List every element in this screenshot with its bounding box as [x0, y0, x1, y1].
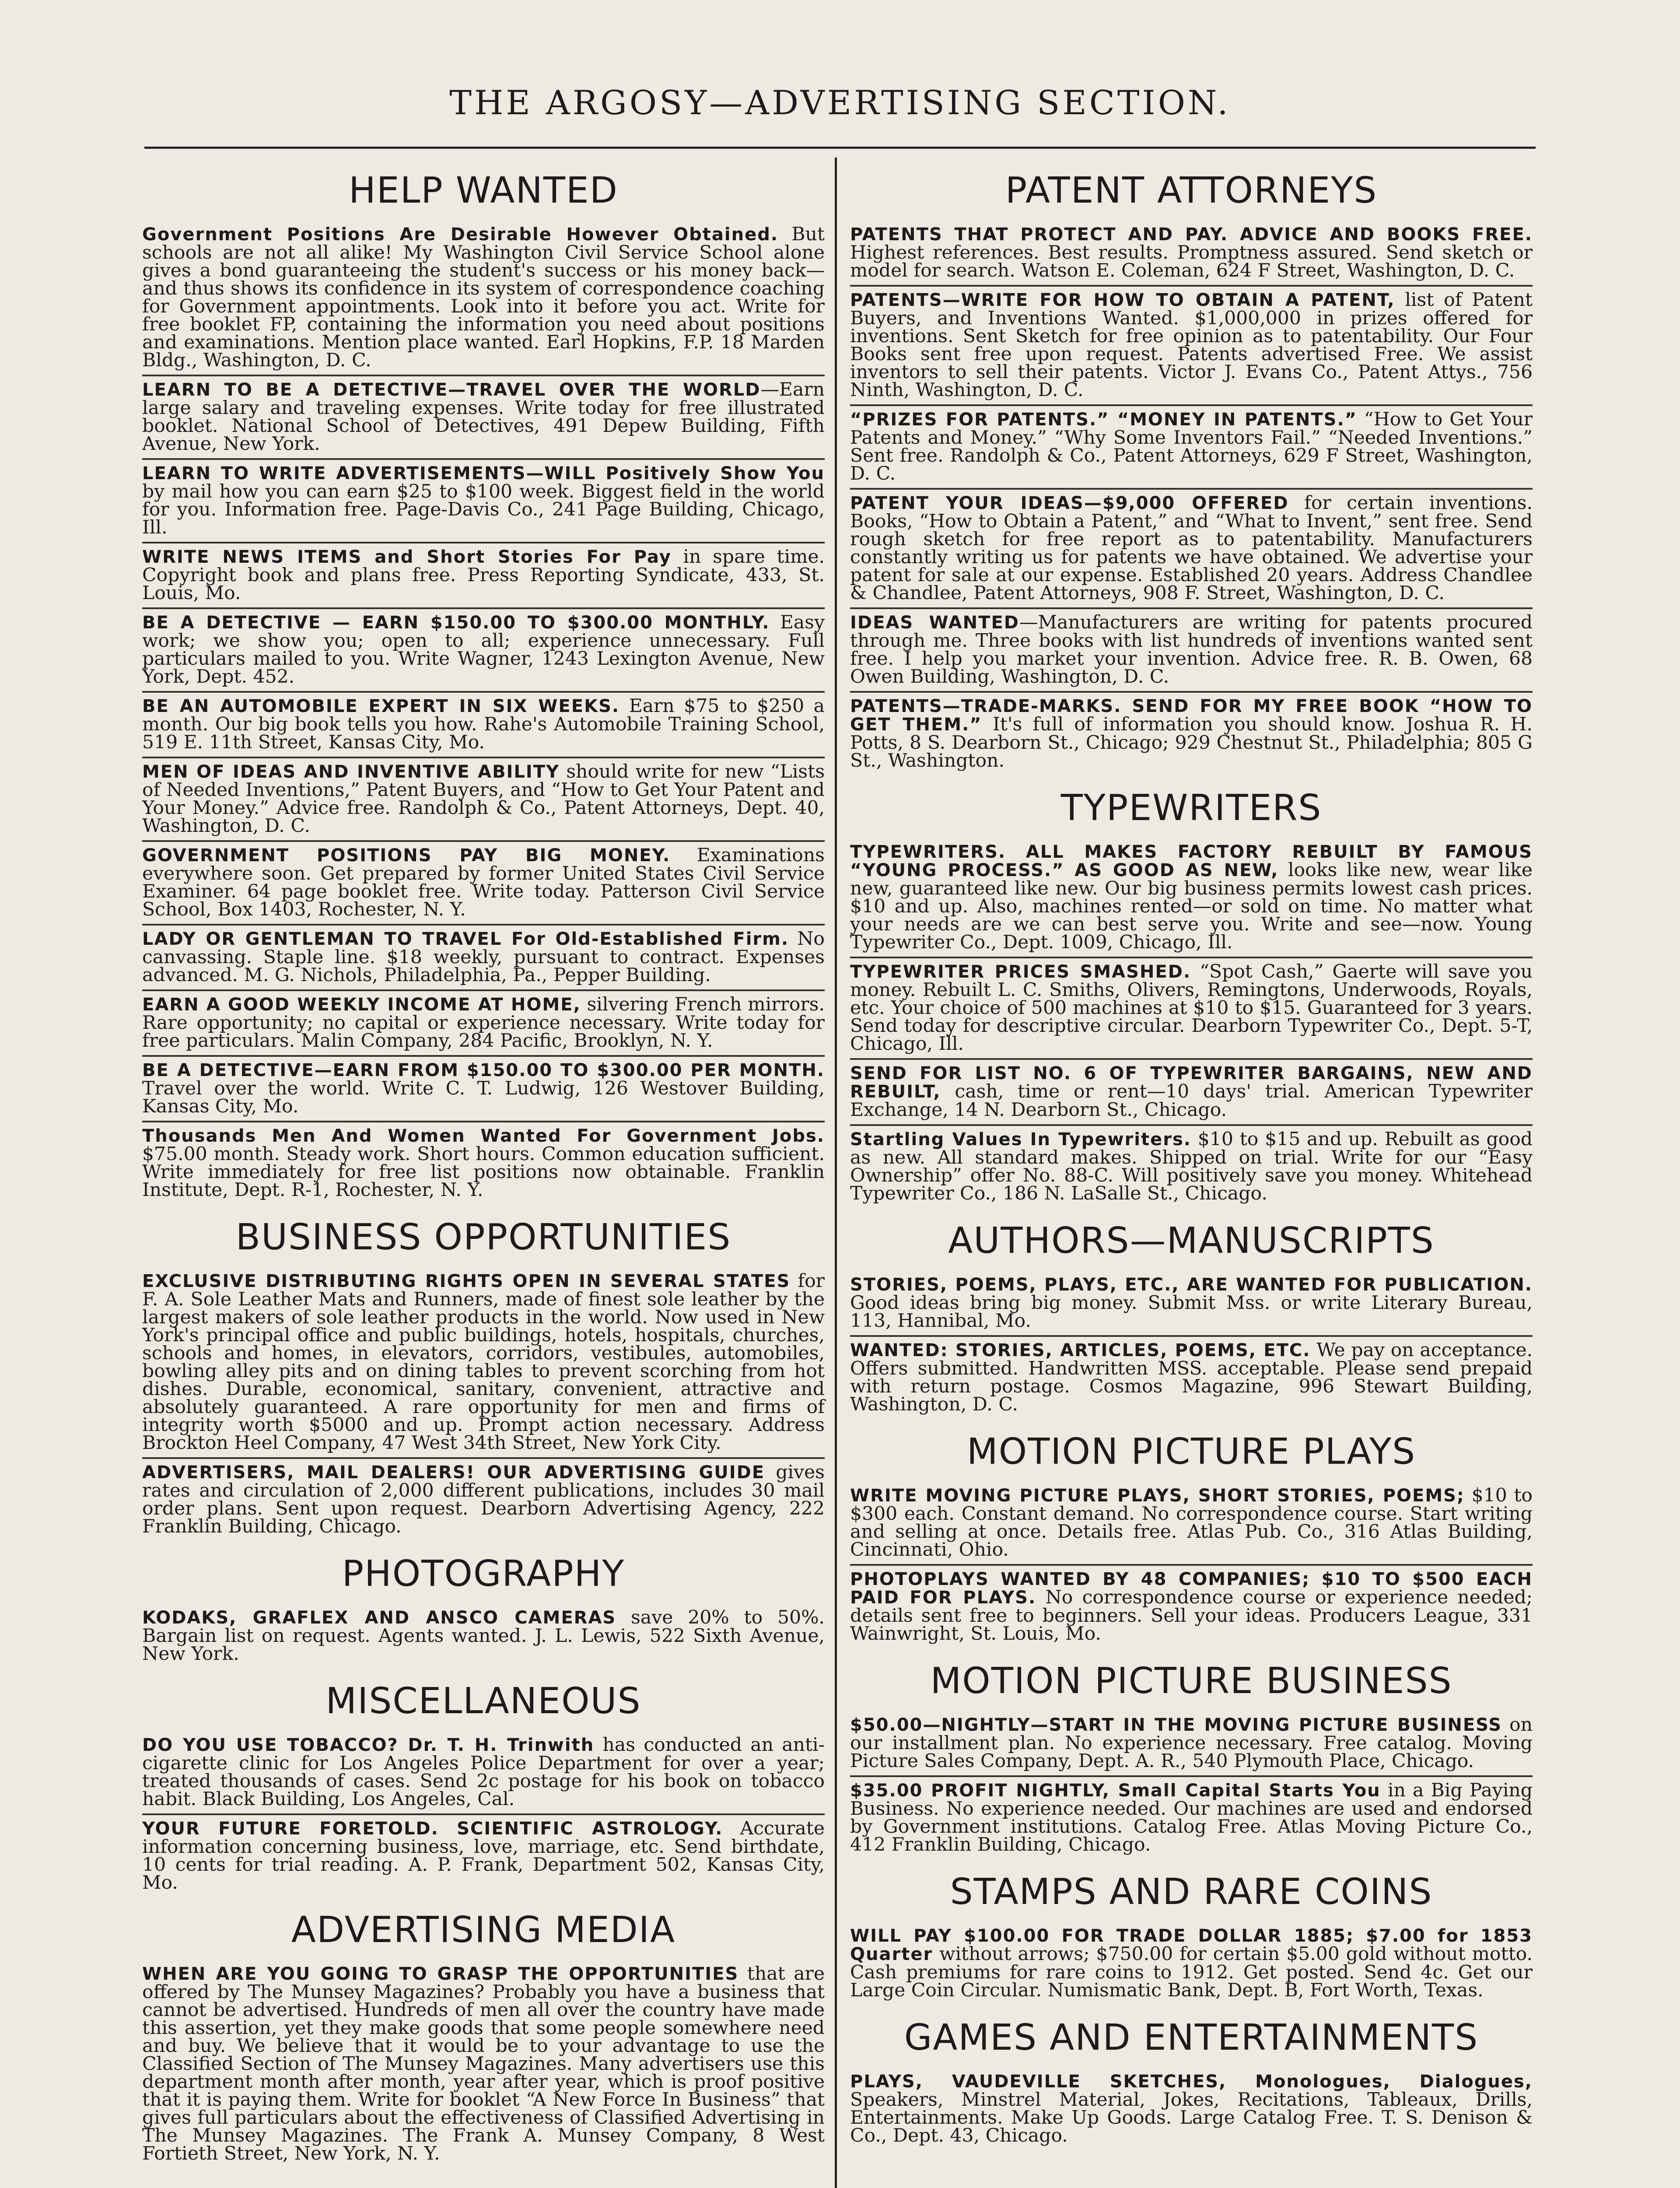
- classified-ad: [850, 1482, 1533, 1566]
- classified-ad: [850, 2068, 1533, 2150]
- ad-lead: PATENTS—WRITE FOR HOW TO OBTAIN A PATENT,: [850, 290, 1395, 310]
- ad-body: for certain inventions. Books, “How to Obtain a Patent,” and “What to Invent,” sent free. Send rough sketch for free report as to patentability. Manufacturers constantly writing us for patents we have obtained. We advertise your patent for sale at our expense. Established 20 years. Address Chandlee & Chandlee, Patent Attorneys, 908 F. Street, Washington, D. C.: [850, 492, 1533, 604]
- classified-ad: [142, 376, 825, 460]
- section-heading: MOTION PICTURE PLAYS: [966, 1431, 1416, 1473]
- ad-list: [850, 1271, 1533, 1419]
- classified-ad: [850, 1337, 1533, 1419]
- ad-section: [850, 2017, 1533, 2150]
- ad-section: [142, 1680, 825, 1897]
- ad-body: in a Big Paying Business. No experience needed. Our machines are used and endorsed by Government institutions. Catalog Free. Atlas Moving Picture Co., 412 Franklin Building, Chicago.: [850, 1780, 1533, 1855]
- ad-list: [142, 1604, 825, 1668]
- ad-lead: TYPEWRITERS. ALL MAKES FACTORY REBUILT BY FAMOUS “YOUNG PROCESS.” AS GOOD AS NEW,: [850, 842, 1533, 880]
- ad-lead: EARN A GOOD WEEKLY INCOME AT HOME,: [142, 995, 581, 1015]
- ad-body: on our installment plan. No experience necessary. Free catalog. Moving Picture Sales Company, Dept. A. R., 540 Plymouth Place, Chicago.: [850, 1714, 1533, 1772]
- ad-body: Speakers, Minstrel Material, Jokes, Recitations, Tableaux, Drills, Entertainments. Make Up Goods. Large Catalog Free. T. S. Denison & Co., Dept. 43, Chicago.: [850, 2089, 1533, 2146]
- section-heading: STAMPS AND RARE COINS: [950, 1871, 1433, 1913]
- classified-ad: [142, 1604, 825, 1668]
- ad-body: list of Patent Buyers, and Inventions Wanted. $1,000,000 in prizes offered for inventions. Sent Sketch for free opinion as to patentability. Our Four Books sent free upon request. Patents advertised Free. We assist inventors to sell their patents. Victor J. Evans Co., Patent Attys., 756 Ninth, Washington, D. C.: [850, 289, 1533, 401]
- classified-ad: [142, 693, 825, 758]
- ad-lead: WANTED: STORIES, ARTICLES, POEMS, ETC.: [850, 1340, 1311, 1360]
- classified-ad: [142, 991, 825, 1057]
- ad-list: [850, 221, 1533, 775]
- ad-body: looks like new, wear like new, guaranteed like new. Our big business permits lowest cash prices. $10 and up. Also, machines rented—or sold on time. No matter what your needs are we can best serve you. Write and see—now. Young Typewriter Co., Dept. 1009, Chicago, Ill.: [850, 859, 1533, 953]
- classified-ad: [142, 1459, 825, 1541]
- section-heading: TYPEWRITERS: [1060, 787, 1322, 829]
- ad-lead: WRITE NEWS ITEMS and Short Stories For Pay: [142, 547, 672, 567]
- classified-ad: [850, 1777, 1533, 1859]
- ad-lead: Startling Values In Typewriters.: [850, 1129, 1191, 1150]
- ad-lead: EXCLUSIVE DISTRIBUTING RIGHTS OPEN IN SEVERAL STATES: [142, 1271, 791, 1291]
- classified-ad: [850, 1060, 1533, 1126]
- section-heading: GAMES AND ENTERTAINMENTS: [904, 2017, 1479, 2058]
- section-heading: PHOTOGRAPHY: [342, 1553, 625, 1595]
- section-heading: BUSINESS OPPORTUNITIES: [235, 1217, 732, 1258]
- ad-lead: PHOTOPLAYS WANTED BY 48 COMPANIES; $10 TO $500 EACH PAID FOR PLAYS.: [850, 1569, 1533, 1608]
- classified-ad: [142, 221, 825, 376]
- ad-body: $10 to $300 each. Constant demand. No correspondence course. Start writing and selling at once. Details free. Atlas Pub. Co., 316 Atlas Building, Cincinnati, Ohio.: [850, 1485, 1533, 1560]
- ad-lead: BE A DETECTIVE — EARN $150.00 TO $300.00 MONTHLY.: [142, 613, 770, 633]
- ad-body: No correspondence course or experience needed; details sent free to beginners. Sell your ideas. Producers League, 331 Wainwright, St. Louis, Mo.: [850, 1587, 1533, 1645]
- classified-ad: [850, 609, 1533, 693]
- ad-lead: DO YOU USE TOBACCO? Dr. T. H. Trinwith: [142, 1735, 595, 1755]
- ad-section: [850, 1431, 1533, 1648]
- classified-ad: [142, 1732, 825, 1815]
- ad-list: [850, 1922, 1533, 2005]
- ad-list: [142, 221, 825, 1204]
- left-column: [142, 158, 825, 2168]
- ad-section: [850, 787, 1533, 1208]
- ad-list: [142, 1960, 825, 2168]
- classified-ad: [850, 490, 1533, 609]
- ad-section: [850, 1660, 1533, 1859]
- ad-body: But schools are not all alike! My Washington Civil Service School alone gives a bond guaranteeing the student's success or his money back—and thus shows its confidence in its system of correspondence coaching for Government appointments. Look into it before you act. Write for free booklet FP, containing the information you need about positions and examinations. Mention place wanted. Earl Hopkins, F.P. 18 Marden Bldg., Washington, D. C.: [142, 224, 825, 371]
- ad-lead: PATENTS THAT PROTECT AND PAY. ADVICE AND BOOKS FREE.: [850, 224, 1533, 245]
- ad-lead: PATENT YOUR IDEAS—$9,000 OFFERED: [850, 493, 1289, 513]
- ad-lead: TYPEWRITER PRICES SMASHED.: [850, 962, 1191, 982]
- classified-ad: [142, 543, 825, 609]
- ad-section: [142, 1909, 825, 2168]
- section-heading: AUTHORS—MANUSCRIPTS: [948, 1220, 1435, 1262]
- ad-lead: BE AN AUTOMOBILE EXPERT IN SIX WEEKS.: [142, 696, 620, 716]
- classified-ad: [850, 221, 1533, 287]
- header-rule: [144, 147, 1536, 149]
- section-heading: MOTION PICTURE BUSINESS: [930, 1660, 1452, 1702]
- ad-body: Highest references. Best results. Promptness assured. Send sketch or model for search. Watson E. Coleman, 624 F Street, Washington, D. C.: [850, 242, 1533, 281]
- section-heading: ADVERTISING MEDIA: [291, 1909, 676, 1951]
- classified-ad: [850, 1711, 1533, 1777]
- ad-list: [850, 1482, 1533, 1648]
- ad-lead: Thousands Men And Women Wanted For Government Jobs.: [142, 1126, 825, 1146]
- section-heading: MISCELLANEOUS: [326, 1680, 641, 1722]
- classified-ad: [850, 838, 1533, 958]
- classified-ad: [850, 1271, 1533, 1337]
- ad-lead: $35.00 PROFIT NIGHTLY, Small Capital Starts You: [850, 1781, 1381, 1801]
- ad-lead: WRITE MOVING PICTURE PLAYS, SHORT STORIES, POEMS;: [850, 1486, 1465, 1506]
- ad-lead: PLAYS, VAUDEVILLE SKETCHES, Monologues, Dialogues,: [850, 2072, 1533, 2092]
- ad-body: “How to Get Your Patents and Money.” “Why Some Inventors Fail.” “Needed Inventions.” Sent free. Randolph & Co., Patent Attorneys, 629 F Street, Washington, D. C.: [850, 409, 1533, 484]
- ad-section: [142, 1217, 825, 1541]
- ad-lead: WILL PAY $100.00 FOR TRADE DOLLAR 1885; $7.00 for 1853 Quarter: [850, 1926, 1533, 1964]
- ad-lead: LEARN TO WRITE ADVERTISEMENTS—WILL Positively Show You: [142, 463, 825, 484]
- ad-lead: $50.00—NIGHTLY—START IN THE MOVING PICTURE BUSINESS: [850, 1715, 1502, 1735]
- section-heading: PATENT ATTORNEYS: [1005, 170, 1378, 211]
- ad-list: [142, 1268, 825, 1541]
- ad-lead: Government Positions Are Desirable However Obtained.: [142, 224, 779, 245]
- ad-lead: SEND FOR LIST NO. 6 OF TYPEWRITER BARGAINS, NEW AND REBUILT,: [850, 1063, 1533, 1102]
- classified-ad: [142, 1268, 825, 1459]
- ad-lead: “PRIZES FOR PATENTS.” “MONEY IN PATENTS.”: [850, 410, 1357, 430]
- ad-body: for F. A. Sole Leather Mats and Runners, made of finest sole leather by the largest makers of sole leather products in the world. Now used in New York's principal office and public buildings, hotels, hospitals, churches, schools and homes, in elevators, corridors, vestibules, automobiles, bowling alley pits and on dining tables to prevent scorching from hot dishes. Durable, economical, sanitary, convenient, attractive and absolutely guaranteed. A rare opportunity for men and firms of integrity worth $5000 and up. Prompt action necessary. Address Brockton Heel Company, 47 West 34th Street, New York City.: [142, 1270, 825, 1454]
- ad-body: has conducted an anti-cigarette clinic for Los Angeles Police Department for over a year; treated thousands of cases. Send 2c postage for his book on tobacco habit. Black Building, Los Angeles, Cal.: [142, 1734, 825, 1810]
- column-divider: [835, 158, 837, 2188]
- ad-body: silvering French mirrors. Rare opportunity; no capital or experience necessary. Write today for free particulars. Malin Company, 284 Pacific, Brooklyn, N. Y.: [142, 994, 825, 1052]
- ad-lead: KODAKS, GRAFLEX AND ANSCO CAMERAS: [142, 1608, 616, 1628]
- ad-section: [142, 1553, 825, 1668]
- ad-lead: LEARN TO BE A DETECTIVE—TRAVEL OVER THE WORLD: [142, 380, 761, 400]
- classified-ad: [850, 1126, 1533, 1208]
- ad-section: [850, 1220, 1533, 1419]
- classified-ad: [850, 1922, 1533, 2005]
- ad-list: [142, 1732, 825, 1897]
- ad-lead: WHEN ARE YOU GOING TO GRASP THE OPPORTUNITIES: [142, 1964, 739, 1984]
- classified-ad: [850, 1566, 1533, 1648]
- ad-lead: IDEAS WANTED: [850, 613, 1019, 633]
- ad-body: No canvassing. Staple line. $18 weekly, pursuant to contract. Expenses advanced. M. G. Nichols, Philadelphia, Pa., Pepper Building.: [142, 928, 825, 986]
- ad-lead: LADY OR GENTLEMAN TO TRAVEL For Old-Established Firm.: [142, 929, 789, 949]
- ad-body: without arrows; $750.00 for certain $5.00 gold without motto. Cash premiums for rare coins to 1912. Get posted. Send 4c. Get our Large Coin Circular. Numismatic Bank, Dept. B, Fort Worth, Texas.: [850, 1943, 1533, 2001]
- section-heading: HELP WANTED: [349, 170, 618, 211]
- ad-lead: YOUR FUTURE FORETOLD. SCIENTIFIC ASTROLOGY.: [142, 1819, 723, 1839]
- classified-ad: [850, 406, 1533, 490]
- classified-ad: [142, 926, 825, 991]
- ad-body: Easy work; we show you; open to all; experience unnecessary. Full particulars mailed to you. Write Wagner, 1243 Lexington Avenue, New York, Dept. 452.: [142, 612, 825, 687]
- ad-body: Accurate information concerning business, love, marriage, etc. Send birthdate, 10 cents for trial reading. A. P. Frank, Department 502, Kansas City, Mo.: [142, 1818, 825, 1893]
- classified-ad: [142, 460, 825, 543]
- ad-lead: BE A DETECTIVE—EARN FROM $150.00 TO $300.00 PER MONTH.: [142, 1060, 825, 1080]
- classified-ad: [850, 287, 1533, 406]
- classified-ad: [142, 842, 825, 926]
- ad-body: We pay on acceptance. Offers submitted. Handwritten MSS. acceptable. Please send prepaid with return postage. Cosmos Magazine, 996 Stewart Building, Washington, D. C.: [850, 1339, 1533, 1415]
- ad-body: gives rates and circulation of 2,000 different publications, includes 30 mail order plans. Sent upon request. Dearborn Advertising Agency, 222 Franklin Building, Chicago.: [142, 1462, 825, 1537]
- classified-ad: [850, 693, 1533, 775]
- ad-body: It's full of information you should know. Joshua R. H. Potts, 8 S. Dearborn St., Chicago; 929 Chestnut St., Philadelphia; 805 G St., Washington.: [850, 714, 1533, 771]
- classified-ad: [142, 1815, 825, 1897]
- ad-body: should write for new “Lists of Needed Inventions,” Patent Buyers, and “How to Get Your Patent and Your Money.” Advice free. Randolph & Co., Patent Attorneys, Dept. 40, Washington, D. C.: [142, 761, 825, 837]
- classified-ad: [850, 958, 1533, 1060]
- ad-section: [142, 170, 825, 1204]
- ad-body: $75.00 month. Steady work. Short hours. Common education sufficient. Write immediately for free list positions now obtainable. Franklin Institute, Dept. R-1, Rochester, N. Y.: [142, 1143, 825, 1201]
- ad-body: that are offered by The Munsey Magazines? Probably you have a business that cannot be advertised. Hundreds of men all over the country have made this assertion, yet they make goods that some people somewhere need and buy. We believe that it would be to your advantage to use the Classified Section of The Munsey Magazines. Many advertisers use this department month after month, year after year, which is proof positive that it is paying them. Write for booklet “A New Force In Business” that gives full particulars about the effectiveness of Classified Advertising in The Munsey Magazines. The Frank A. Munsey Company, 8 West Fortieth Street, New York, N. Y.: [142, 1963, 825, 2164]
- classified-ad: [142, 1960, 825, 2168]
- ad-body: Good ideas bring big money. Submit Mss. or write Literary Bureau, 113, Hannibal, Mo.: [850, 1292, 1533, 1332]
- ad-body: Examinations everywhere soon. Get prepared by former United States Civil Service Examiner. 64 page booklet free. Write today. Patterson Civil Service School, Box 1403, Rochester, N. Y.: [142, 845, 825, 920]
- ad-body: in spare time. Copyright book and plans free. Press Reporting Syndicate, 433, St. Louis, Mo.: [142, 546, 825, 604]
- ad-body: —Manufacturers are writing for patents procured through me. Three books with list hundreds of inventions wanted sent free. I help you market your invention. Advice free. R. B. Owen, 68 Owen Building, Washington, D. C.: [850, 612, 1533, 687]
- ad-lead: STORIES, POEMS, PLAYS, ETC., ARE WANTED FOR PUBLICATION.: [850, 1275, 1533, 1295]
- page-header: THE ARGOSY—ADVERTISING SECTION.: [449, 83, 1231, 122]
- ad-lead: MEN OF IDEAS AND INVENTIVE ABILITY: [142, 762, 560, 782]
- ad-body: by mail how you can earn $25 to $100 week. Biggest field in the world for you. Information free. Page-Davis Co., 241 Page Building, Chicago, Ill.: [142, 481, 825, 538]
- classified-ad: [142, 1057, 825, 1122]
- ad-body: save 20% to 50%. Bargain list on request. Agents wanted. J. L. Lewis, 522 Sixth Avenue, New York.: [142, 1607, 825, 1665]
- ad-body: cash, time or rent—10 days' trial. American Typewriter Exchange, 14 N. Dearborn St., Chicago.: [850, 1081, 1533, 1121]
- classified-ad: [142, 609, 825, 693]
- ad-list: [850, 2068, 1533, 2150]
- ad-body: Travel over the world. Write C. T. Ludwig, 126 Westover Building, Kansas City, Mo.: [142, 1078, 825, 1117]
- ad-section: [850, 170, 1533, 775]
- right-column: [850, 158, 1533, 2150]
- ad-lead: GOVERNMENT POSITIONS PAY BIG MONEY.: [142, 845, 671, 866]
- classified-ad: [142, 758, 825, 842]
- ad-lead: PATENTS—TRADE-MARKS. SEND FOR MY FREE BOOK “HOW TO GET THEM.”: [850, 696, 1533, 735]
- classified-ad: [142, 1122, 825, 1204]
- ad-body: Earn $75 to $250 a month. Our big book tells you how. Rahe's Automobile Training School, 519 E. 11th Street, Kansas City, Mo.: [142, 695, 825, 753]
- ad-body: “Spot Cash,” Gaerte will save you money. Rebuilt L. C. Smiths, Olivers, Remingtons, Underwoods, Royals, etc. Your choice of 500 machines at $10 to $15. Guaranteed for 3 years. Send today for descriptive circular. Dearborn Typewriter Co., Dept. 5-T, Chicago, Ill.: [850, 961, 1533, 1055]
- ad-section: [850, 1871, 1533, 2005]
- ad-list: [850, 838, 1533, 1208]
- ad-body: $10 to $15 and up. Rebuilt as good as new. All standard makes. Shipped on trial. Write for our “Easy Ownership” offer No. 88-C. Will positively save you money. Whitehead Typewriter Co., 186 N. LaSalle St., Chicago.: [850, 1129, 1533, 1204]
- ad-lead: ADVERTISERS, MAIL DEALERS! OUR ADVERTISING GUIDE: [142, 1462, 765, 1483]
- ad-list: [850, 1711, 1533, 1859]
- ad-body: —Earn large salary and traveling expenses. Write today for free illustrated booklet. National School of Detectives, 491 Depew Building, Fifth Avenue, New York.: [142, 379, 825, 455]
